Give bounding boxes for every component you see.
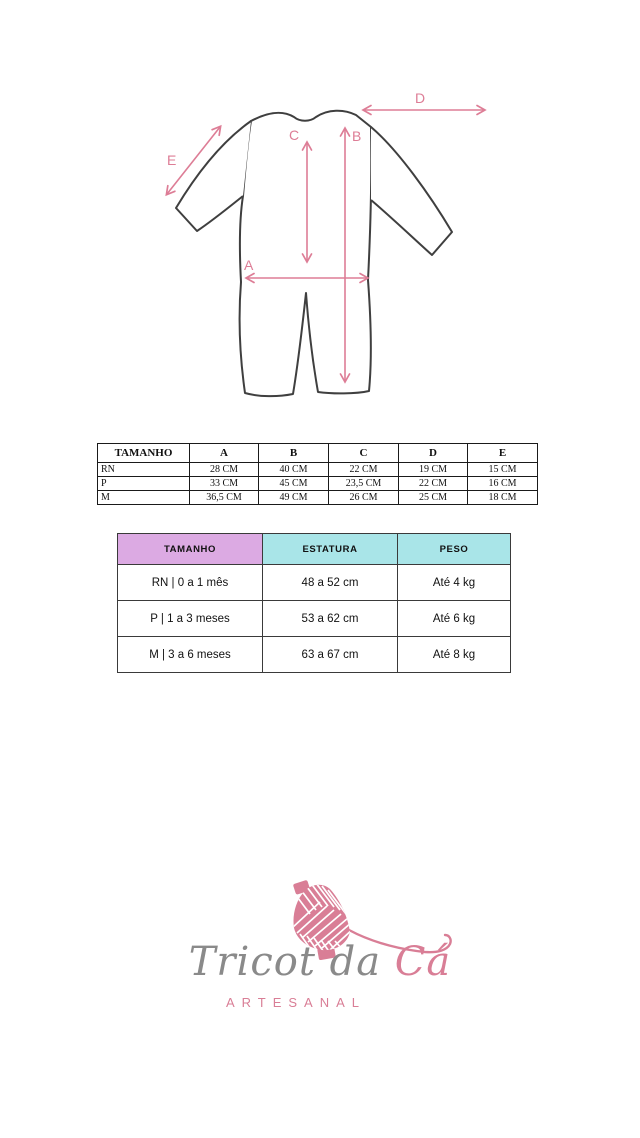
col-header-tamanho: TAMANHO <box>98 444 190 463</box>
table-row-m <box>98 491 538 505</box>
col-header-tamanho: TAMANHO <box>118 534 263 565</box>
value-cell: 45 CM <box>259 477 329 491</box>
arrow-label-b: B <box>352 128 362 144</box>
value-cell: 36,5 CM <box>190 491 259 505</box>
value-cell: 33 CM <box>190 477 259 491</box>
value-cell: 26 CM <box>329 491 399 505</box>
value-cell: 28 CM <box>190 463 259 477</box>
brand-name-gray: Tricot da <box>188 939 395 985</box>
arrow-label-a: A <box>244 257 254 273</box>
height-cell: 63 a 67 cm <box>263 637 398 673</box>
weight-cell: Até 8 kg <box>398 637 511 673</box>
size-cell: P <box>98 477 190 491</box>
onesie-left-sleeve-outline <box>176 121 251 231</box>
size-cell: M <box>98 491 190 505</box>
weight-cell: Até 4 kg <box>398 565 511 601</box>
col-header-e: E <box>468 444 538 463</box>
arrow-label-e: E <box>167 152 177 168</box>
size-age-cell: P | 1 a 3 meses <box>118 601 263 637</box>
table-row-m <box>118 637 511 673</box>
onesie-right-sleeve-outline <box>371 127 452 255</box>
onesie-measurement-diagram <box>0 0 640 440</box>
col-header-c: C <box>329 444 399 463</box>
value-cell: 22 CM <box>399 477 468 491</box>
value-cell: 18 CM <box>468 491 538 505</box>
value-cell: 49 CM <box>259 491 329 505</box>
brand-name-pink: Cá <box>394 939 452 985</box>
height-cell: 48 a 52 cm <box>263 565 398 601</box>
table-row-p <box>118 601 511 637</box>
size-age-cell: M | 3 a 6 meses <box>118 637 263 673</box>
size-age-cell: RN | 0 a 1 mês <box>118 565 263 601</box>
value-cell: 23,5 CM <box>329 477 399 491</box>
brand-tagline: ARTESANAL <box>225 995 367 1010</box>
col-header-peso: PESO <box>398 534 511 565</box>
value-cell: 40 CM <box>259 463 329 477</box>
measurement-table <box>97 443 538 505</box>
col-header-a: A <box>190 444 259 463</box>
weight-cell: Até 6 kg <box>398 601 511 637</box>
col-header-d: D <box>399 444 468 463</box>
table-row-rn <box>98 463 538 477</box>
height-cell: 53 a 62 cm <box>263 601 398 637</box>
value-cell: 22 CM <box>329 463 399 477</box>
col-header-b: B <box>259 444 329 463</box>
table-row-rn <box>118 565 511 601</box>
measurement-table-header-row <box>98 444 538 463</box>
arrow-label-c: C <box>289 127 300 143</box>
onesie-body-outline <box>240 111 372 396</box>
brand-wordmark <box>0 936 640 988</box>
value-cell: 25 CM <box>399 491 468 505</box>
value-cell: 15 CM <box>468 463 538 477</box>
size-guide-table <box>117 533 511 673</box>
value-cell: 19 CM <box>399 463 468 477</box>
arrow-label-d: D <box>415 90 426 106</box>
table-row-p <box>98 477 538 491</box>
value-cell: 16 CM <box>468 477 538 491</box>
col-header-estatura: ESTATURA <box>263 534 398 565</box>
size-guide-header-row <box>118 534 511 565</box>
size-cell: RN <box>98 463 190 477</box>
